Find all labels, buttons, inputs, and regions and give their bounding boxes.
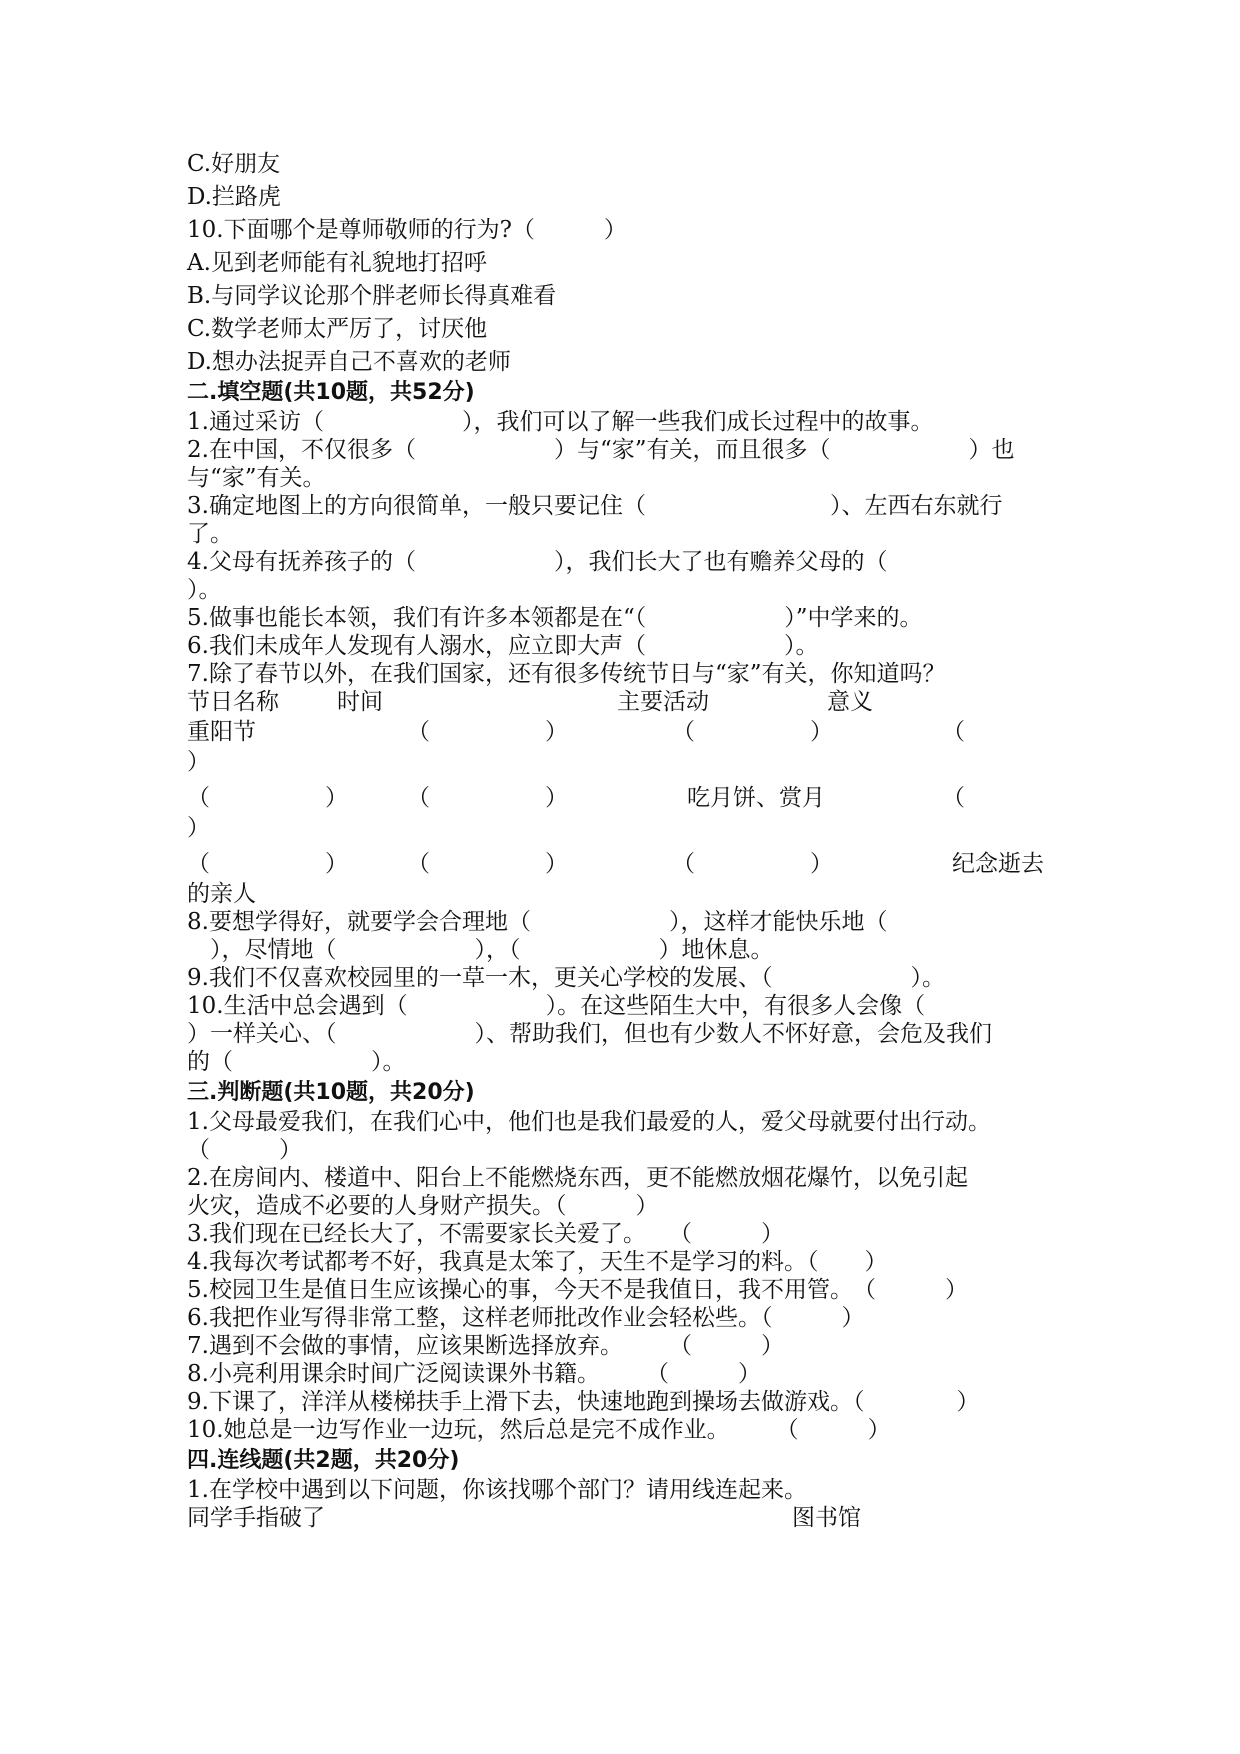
matching-row <box>187 1504 1067 1534</box>
table-cell: （ ） <box>187 785 348 811</box>
table-header-cell: 时间 <box>337 689 383 715</box>
question-line: 7.除了春节以外，在我们国家，还有很多传统节日与“家”有关，你知道吗？ <box>187 661 946 687</box>
table-row <box>187 718 1067 776</box>
question-line: 9.下课了，洋洋从楼梯扶手上滑下去，快速地跑到操场去做游戏。（ ） <box>187 1389 980 1415</box>
question-line: 1.父母最爱我们，在我们心中，他们也是我们最爱的人，爱父母就要付出行动。 <box>187 1109 991 1135</box>
table-cell: （ <box>942 785 965 811</box>
table-header-cell: 节日名称 <box>187 689 279 715</box>
question-line: 5.校园卫生是值日生应该操心的事，今天不是我值日，我不用管。 （ ） <box>187 1277 968 1303</box>
table-header-cell: 主要活动 <box>617 689 709 715</box>
question-line: 10.她总是一边写作业一边玩，然后总是完不成作业。 （ ） <box>187 1417 891 1443</box>
question-line: 与“家”有关。 <box>187 465 326 491</box>
question-line: 1.通过采访（ ），我们可以了解一些我们成长过程中的故事。 <box>187 409 934 435</box>
option-line: A.见到老师能有礼貌地打招呼 <box>187 250 487 276</box>
section-heading: 三.判断题(共10题，共20分) <box>187 1080 475 1105</box>
question-line: 8.要想学得好，就要学会合理地（ ），这样才能快乐地（ <box>187 909 888 935</box>
matching-right-item: 图书馆 <box>792 1505 861 1531</box>
matching-left-item: 同学手指破了 <box>187 1505 325 1531</box>
question-line: （ ） <box>187 1137 302 1163</box>
table-cell: （ <box>942 719 965 745</box>
table-cell: （ ） <box>672 719 833 745</box>
true-false-section <box>187 1108 1067 1444</box>
section-heading: 二.填空题(共10题，共52分) <box>187 380 475 405</box>
table-cell: 吃月饼、赏月 <box>687 785 825 811</box>
section-heading: 四.连线题(共2题，共20分) <box>187 1448 460 1473</box>
table-cell: （ ） <box>407 851 568 877</box>
question-line: 的（ ）。 <box>187 1049 406 1075</box>
option-line: C.好朋友 <box>187 151 281 177</box>
table-cell: 纪念逝去 <box>952 851 1044 877</box>
fill-blank-section <box>187 408 1067 1076</box>
question-line: ）一样关心、（ ）、帮助我们，但也有少数人不怀好意，会危及我们 <box>187 1021 992 1047</box>
matching-section <box>187 1476 1067 1534</box>
table-header-cell: 意义 <box>827 689 873 715</box>
question-line: 3.确定地图上的方向很简单，一般只要记住（ ）、左西右东就行 <box>187 493 1003 519</box>
table-cell-wrap: 的亲人 <box>187 881 256 907</box>
question-line: ），尽情地（ ），（ ）地休息。 <box>187 937 774 963</box>
option-line: D.拦路虎 <box>187 184 281 210</box>
table-row <box>187 850 1067 908</box>
question-line: 2.在房间内、楼道中、阳台上不能燃烧东西，更不能燃放烟花爆竹，以免引起 <box>187 1165 968 1191</box>
question-line: 7.遇到不会做的事情，应该果断选择放弃。 （ ） <box>187 1333 784 1359</box>
table-cell-wrap: ） <box>187 815 210 841</box>
table-cell-wrap: ） <box>187 749 210 775</box>
question-line: 6.我把作业写得非常工整，这样老师批改作业会轻松些。（ ） <box>187 1305 865 1331</box>
section1-tail <box>187 150 1067 376</box>
table-cell: 重阳节 <box>187 719 256 745</box>
table-cell: （ ） <box>407 719 568 745</box>
question-line: 3.我们现在已经长大了，不需要家长关爱了。 （ ） <box>187 1221 784 1247</box>
question-line: 6.我们未成年人发现有人溺水，应立即大声（ ）。 <box>187 633 819 659</box>
question-line: 2.在中国，不仅很多（ ）与“家”有关，而且很多（ ）也 <box>187 437 1015 463</box>
question-line: 5.做事也能长本领，我们有许多本领都是在“（ ）”中学来的。 <box>187 605 923 631</box>
question-line: 8.小亮利用课余时间广泛阅读课外书籍。 （ ） <box>187 1361 761 1387</box>
question-line: 9.我们不仅喜欢校园里的一草一木，更关心学校的发展、（ ）。 <box>187 965 945 991</box>
table-header-row <box>187 688 1067 718</box>
option-line: C.数学老师太严厉了，讨厌他 <box>187 316 488 342</box>
festival-table <box>187 688 1067 908</box>
question-line: 了。 <box>187 521 233 547</box>
table-row <box>187 784 1067 842</box>
question-line: 1.在学校中遇到以下问题，你该找哪个部门？请用线连起来。 <box>187 1477 807 1503</box>
question-line: 火灾，造成不必要的人身财产损失。（ ） <box>187 1193 659 1219</box>
question-line: 4.我每次考试都考不好，我真是太笨了，天生不是学习的料。（ ） <box>187 1249 888 1275</box>
option-line: B.与同学议论那个胖老师长得真难看 <box>187 283 557 309</box>
question-line: ）。 <box>187 577 222 603</box>
exam-page <box>187 150 1067 1534</box>
question-line: 10.生活中总会遇到（ ）。在这些陌生大中，有很多人会像（ <box>187 993 926 1019</box>
table-cell: （ ） <box>407 785 568 811</box>
option-line: D.想办法捉弄自己不喜欢的老师 <box>187 349 511 375</box>
question-line: 4.父母有抚养孩子的（ ），我们长大了也有赡养父母的（ <box>187 549 888 575</box>
table-cell: （ ） <box>672 851 833 877</box>
table-cell: （ ） <box>187 851 348 877</box>
question-line: 10.下面哪个是尊师敬师的行为?（ ） <box>187 217 627 243</box>
